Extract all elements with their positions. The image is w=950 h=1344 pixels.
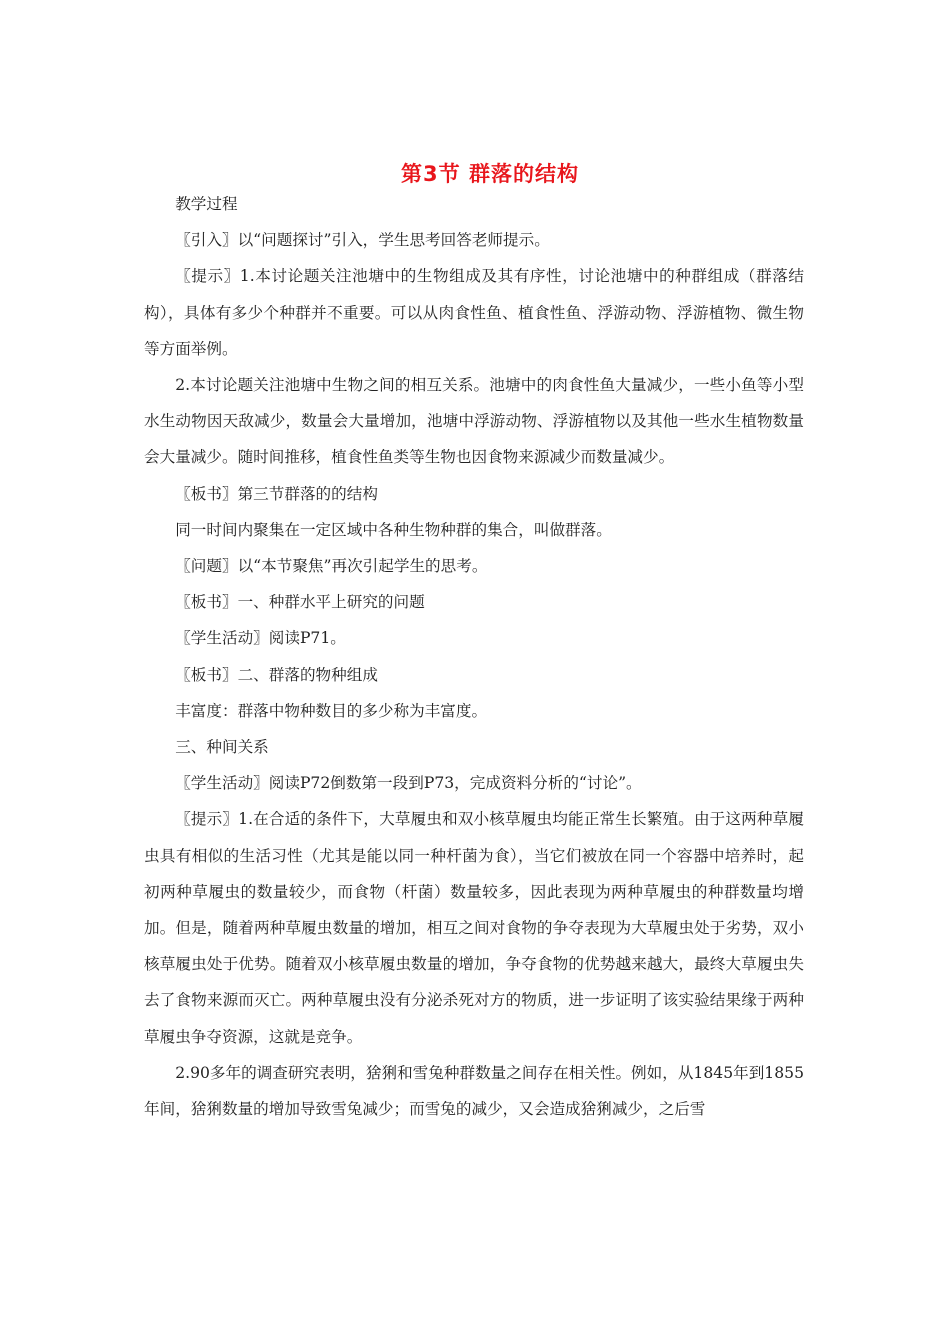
paragraph-hint-2: 2.本讨论题关注池塘中生物之间的相互关系。池塘中的肉食性鱼大量减少，一些小鱼等小型水生动物因天敌减少，数量会大量增加，池塘中浮游动物、浮游植物以及其他一些水生植物数量会大量减少。随时间推移，植食性鱼类等生物也因食物来源减少而数量减少。 xyxy=(144,376,804,467)
paragraph-question: 〖问题〗以“本节聚焦”再次引起学生的思考。 xyxy=(175,557,488,576)
paragraph-richness: 丰富度：群落中物种数目的多少称为丰富度。 xyxy=(175,701,488,720)
paragraph-board-2: 〖板书〗二、群落的物种组成 xyxy=(175,665,378,684)
paragraph-activity-read-p71: 〖学生活动〗阅读P71。 xyxy=(175,629,346,648)
paragraph-board-title: 〖板书〗第三节群落的的结构 xyxy=(175,484,378,503)
paragraph-hint-1: 〖提示〗1.本讨论题关注池塘中的生物组成及其有序性，讨论池塘中的种群组成（群落结构），具体有多少个种群并不重要。可以从肉食性鱼、植食性鱼、浮游动物、浮游植物、微生物等方面举例。 xyxy=(144,267,804,358)
paragraph-teaching-process: 教学过程 xyxy=(175,195,238,213)
paragraph-hint-paramecium: 〖提示〗1.在合适的条件下，大草履虫和双小核草履虫均能正常生长繁殖。由于这两种草履虫具有相似的生活习性（尤其是能以同一种杆菌为食），当它们被放在同一个容器中培养时，起初两种草履虫的数量较少，而食物（杆菌）数量较多，因此表现为两种草履虫的种群数量均增加。但是，随着两种草履虫数量的增加，相互之间对食物的争夺表现为大草履虫处于劣势，双小核草履虫处于优势。随着双小核草履虫数量的增加，争夺食物的优势越来越大，最终大草履虫失去了食物来源而灭亡。两种草履虫没有分泌杀死对方的物质，进一步证明了该实验结果缘于两种草履虫争夺资源，这就是竞争。 xyxy=(144,810,804,1046)
paragraph-board-1: 〖板书〗一、种群水平上研究的问题 xyxy=(175,593,425,612)
section-title: 第3节 群落的结构 xyxy=(401,162,579,186)
paragraph-interspecific: 三、种间关系 xyxy=(175,738,269,757)
paragraph-activity-read-p72: 〖学生活动〗阅读P72倒数第一段到P73，完成资料分析的“讨论”。 xyxy=(175,774,642,793)
paragraph-community-definition: 同一时间内聚集在一定区域中各种生物种群的集合，叫做群落。 xyxy=(175,520,612,539)
paragraph-hint-lynx-hare: 2.90多年的调查研究表明，猞猁和雪兔种群数量之间存在相关性。例如，从1845年到1855年间，猞猁数量的增加导致雪兔减少；而雪兔的减少，又会造成猞猁减少，之后雪 xyxy=(144,1063,804,1119)
paragraph-intro: 〖引入〗以“问题探讨”引入，学生思考回答老师提示。 xyxy=(175,231,550,250)
body-text xyxy=(144,186,804,1127)
